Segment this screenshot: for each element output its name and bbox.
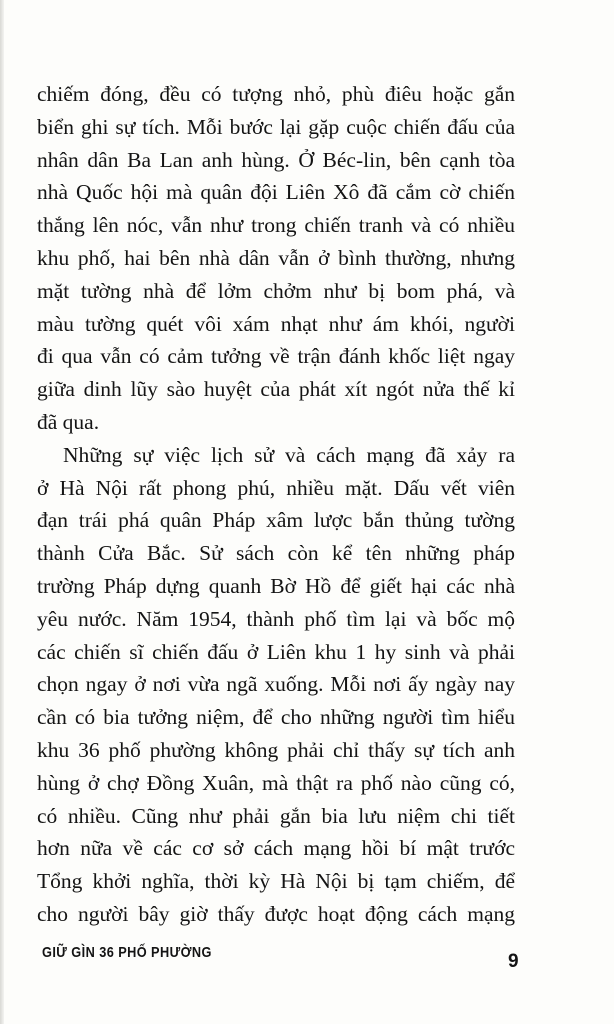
text-line: đã qua. (37, 409, 100, 434)
text-line: thắng lên nóc, vẫn như trong chiến tranh và có nhiều (37, 213, 515, 238)
body-text (37, 78, 515, 931)
text-line: chiếm đóng, đều có tượng nhỏ, phù điêu hoặc gắn (37, 82, 515, 106)
running-title: GIỮ GÌN 36 PHỐ PHƯỜNG (42, 944, 212, 961)
text-line: cho người bây giờ thấy được hoạt động cách mạng (37, 901, 515, 926)
text-line: chọn ngay ở nơi vừa ngã xuống. Mỗi nơi ấy ngày nay (37, 672, 515, 697)
text-line: nhân dân Ba Lan anh hùng. Ở Béc-lin, bên cạnh tòa (37, 147, 515, 172)
text-line: đi qua vẫn có cảm tưởng về trận đánh khốc liệt ngay (37, 344, 515, 369)
text-line: hơn nữa về các cơ sở cách mạng hồi bí mật trước (37, 836, 515, 861)
paragraph-start-line: Những sự việc lịch sử và cách mạng đã xảy ra (63, 442, 515, 467)
text-line: cần có bia tưởng niệm, để cho những người tìm hiểu (37, 705, 515, 730)
text-line: yêu nước. Năm 1954, thành phố tìm lại và bốc mộ (37, 606, 515, 631)
text-line: các chiến sĩ chiến đấu ở Liên khu 1 hy sinh và phải (37, 639, 515, 664)
text-line: khu phố, hai bên nhà dân vẫn ở bình thường, nhưng (37, 245, 515, 270)
text-line: mặt tường nhà để lởm chởm như bị bom phá, và (37, 278, 515, 303)
text-line: đạn trái phá quân Pháp xâm lược bắn thủng tường (37, 508, 515, 533)
text-line: khu 36 phố phường không phải chỉ thấy sự tích anh (37, 737, 515, 762)
text-line: có nhiều. Cũng như phải gắn bia lưu niệm chi tiết (37, 803, 515, 828)
page-number: 9 (508, 951, 519, 972)
text-line: màu tường quét vôi xám nhạt như ám khói, người (37, 311, 515, 336)
text-line: ở Hà Nội rất phong phú, nhiều mặt. Dấu vết viên (37, 475, 515, 500)
text-line: Tổng khởi nghĩa, thời kỳ Hà Nội bị tạm chiếm, để (37, 869, 515, 894)
text-line: biển ghi sự tích. Mỗi bước lại gặp cuộc chiến đấu của (37, 114, 515, 139)
text-line: nhà Quốc hội mà quân đội Liên Xô đã cắm cờ chiến (37, 180, 515, 205)
text-line: giữa dinh lũy sào huyệt của phát xít ngót nửa thế kỉ (37, 377, 515, 402)
text-line: thành Cửa Bắc. Sử sách còn kể tên những pháp (37, 541, 515, 566)
text-line: hùng ở chợ Đồng Xuân, mà thật ra phố nào cũng có, (37, 770, 515, 795)
page-edge-shadow (0, 0, 4, 1024)
text-line: trường Pháp dựng quanh Bờ Hồ để giết hại các nhà (37, 573, 515, 598)
